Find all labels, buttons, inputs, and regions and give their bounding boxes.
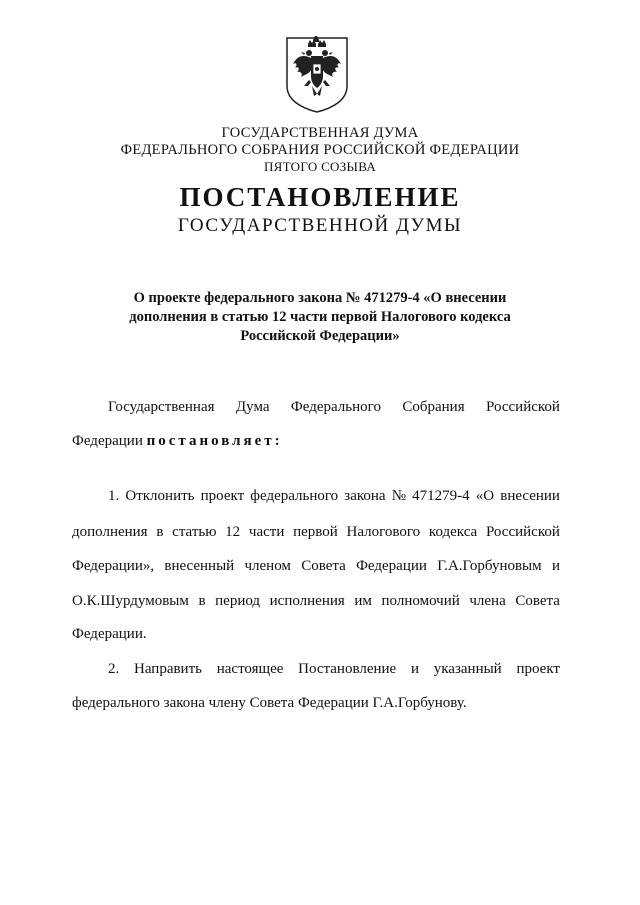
- word: закона: [344, 488, 386, 504]
- word: в: [198, 593, 206, 609]
- subject-line-1: О проекте федерального закона № 471279-4 «О внесении: [133, 290, 507, 306]
- item-1-line-5: Федерации.: [72, 626, 147, 642]
- word: О.К.Шурдумовым: [72, 593, 189, 609]
- word: и: [551, 558, 560, 574]
- word: Направить: [134, 661, 202, 677]
- word: членом: [244, 558, 291, 574]
- word: дополнения: [72, 524, 148, 540]
- resolves-word: постановляет:: [146, 433, 283, 449]
- word: настоящее: [216, 661, 284, 677]
- preamble-prefix: Федерации: [72, 433, 147, 449]
- word: 471279-4: [412, 488, 470, 504]
- word: период: [215, 593, 261, 609]
- word: указанный: [433, 661, 502, 677]
- word: внесенный: [164, 558, 235, 574]
- subject-line-2: дополнения в статью 12 части первой Налогового кодекса: [129, 309, 511, 325]
- word: Совета: [515, 593, 560, 609]
- word: внесении: [500, 488, 560, 504]
- word: проект: [516, 661, 560, 677]
- word: №: [391, 488, 407, 504]
- item-1-line-4: [72, 591, 560, 611]
- word: полномочий: [381, 593, 460, 609]
- document-issuer-subtitle: ГОСУДАРСТВЕННОЙ ДУМЫ: [177, 215, 463, 236]
- word: 2.: [108, 661, 120, 677]
- word: 1.: [108, 488, 120, 504]
- item-2-line-1: [108, 659, 560, 679]
- document-type-title: ПОСТАНОВЛЕНИЕ: [179, 182, 461, 212]
- convocation-line: ПЯТОГО СОЗЫВА: [263, 159, 377, 174]
- preamble-line-1: [108, 397, 560, 417]
- word: Совета: [301, 558, 346, 574]
- word: члена: [469, 593, 506, 609]
- word: Российской: [486, 399, 560, 415]
- word: 12: [225, 524, 241, 540]
- item-1-line-3: [72, 556, 560, 576]
- preamble-line-2: [72, 431, 560, 451]
- word: «О: [475, 488, 495, 504]
- word: части: [248, 524, 285, 540]
- word: исполнения: [269, 593, 345, 609]
- word: Отклонить: [125, 488, 195, 504]
- word: проект: [200, 488, 245, 504]
- word: и: [410, 661, 419, 677]
- word: Налогового: [346, 524, 421, 540]
- org-name-line-2: ФЕДЕРАЛЬНОГО СОБРАНИЯ РОССИЙСКОЙ ФЕДЕРАЦИИ: [120, 142, 520, 158]
- word: Федерации: [356, 558, 427, 574]
- word: им: [354, 593, 372, 609]
- word: Государственная: [108, 399, 215, 415]
- word: федерального: [250, 488, 339, 504]
- item-1-line-2: [72, 522, 560, 542]
- item-1-line-1: [108, 486, 560, 506]
- word: Г.А.Горбуновым: [437, 558, 542, 574]
- word: Федерального: [290, 399, 381, 415]
- subject-line-3: Российской Федерации»: [240, 328, 400, 344]
- russian-coat-of-arms-icon: [281, 34, 353, 114]
- item-2-line-2: федерального закона члену Совета Федерации Г.А.Горбунову.: [72, 695, 467, 711]
- word: первой: [293, 524, 338, 540]
- word: Федерации»,: [72, 558, 155, 574]
- word: Постановление: [298, 661, 397, 677]
- document-subject: [100, 289, 540, 346]
- word: кодекса: [428, 524, 478, 540]
- word: статью: [172, 524, 217, 540]
- org-name-line-1: ГОСУДАРСТВЕННАЯ ДУМА: [221, 125, 419, 141]
- word: Собрания: [402, 399, 465, 415]
- word: Российской: [485, 524, 560, 540]
- word: в: [156, 524, 164, 540]
- word: Дума: [235, 399, 270, 415]
